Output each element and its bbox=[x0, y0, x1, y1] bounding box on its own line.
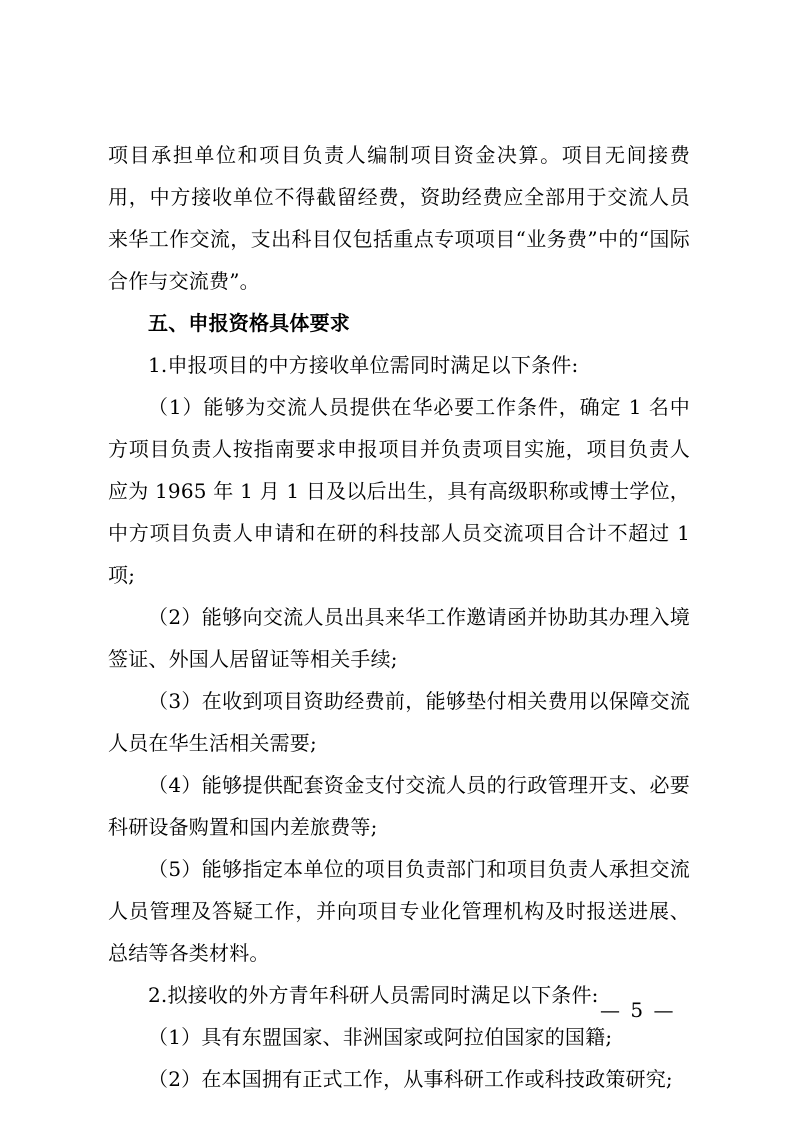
document-body bbox=[108, 134, 690, 1100]
paragraph-item: （4）能够提供配套资金支付交流人员的行政管理开支、必要科研设备购置和国内差旅费等; bbox=[108, 773, 690, 839]
page-number: — 5 — bbox=[600, 998, 676, 1022]
section-heading: 五、申报资格具体要求 bbox=[148, 311, 350, 335]
paragraph-item: 1.申报项目的中方接收单位需同时满足以下条件: bbox=[148, 353, 579, 377]
paragraph-item: 2.拟接收的外方青年科研人员需同时满足以下条件: bbox=[148, 983, 599, 1007]
paragraph-item: （3）在收到项目资助经费前，能够垫付相关费用以保障交流人员在华生活相关需要; bbox=[108, 689, 690, 755]
paragraph-item: （2）能够向交流人员出具来华工作邀请函并协助其办理入境签证、外国人居留证等相关手续; bbox=[108, 605, 690, 671]
paragraph-continuation: 项目承担单位和项目负责人编制项目资金决算。项目无间接费用，中方接收单位不得截留经费，资助经费应全部用于交流人员来华工作交流，支出科目仅包括重点专项项目“业务费”中的“国际合作与交流费”。 bbox=[108, 143, 690, 293]
paragraph-item: （5）能够指定本单位的项目负责部门和项目负责人承担交流人员管理及答疑工作，并向项目专业化管理机构及时报送进展、总结等各类材料。 bbox=[108, 857, 690, 965]
paragraph-item: （1）能够为交流人员提供在华必要工作条件，确定 1 名中方项目负责人按指南要求申报项目并负责项目实施，项目负责人应为 1965 年 1 月 1 日及以后出生，具有高级职称或博士学位，中方项目负责人申请和在研的科技部人员交流项目合计不超过 1 项; bbox=[108, 395, 690, 587]
paragraph-item: （1）具有东盟国家、非洲国家或阿拉伯国家的国籍; bbox=[148, 1025, 613, 1049]
paragraph-item: （2）在本国拥有正式工作，从事科研工作或科技政策研究; bbox=[148, 1067, 673, 1091]
